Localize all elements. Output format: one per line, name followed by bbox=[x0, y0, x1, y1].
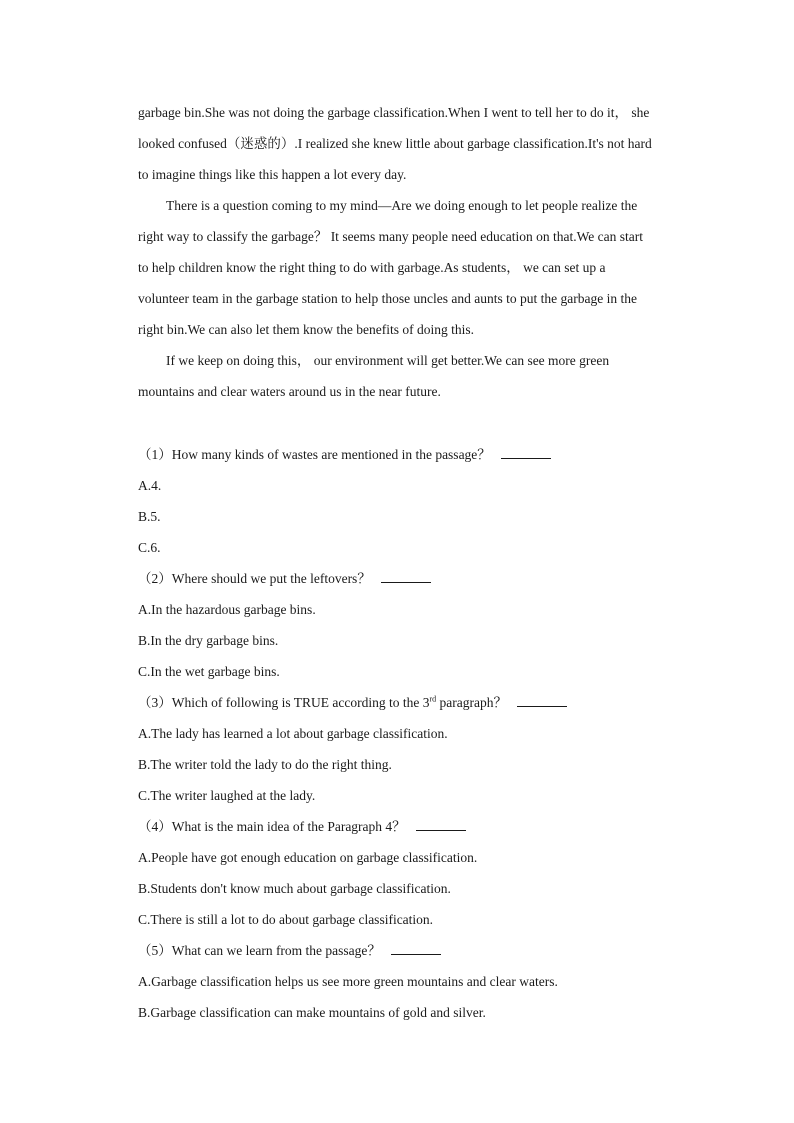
ordinal-superscript: rd bbox=[429, 694, 437, 704]
text-line: mountains and clear waters around us in the near future. bbox=[138, 384, 441, 399]
question-text-end: paragraph？ bbox=[436, 695, 507, 710]
answer-blank[interactable] bbox=[501, 446, 551, 459]
question-text: What can we learn from the passage？ bbox=[171, 943, 381, 958]
paragraph-3-continued bbox=[138, 97, 674, 190]
question-3 bbox=[138, 687, 674, 718]
question-text: How many kinds of wastes are mentioned in the passage？ bbox=[171, 447, 491, 462]
question-text: Which of following is TRUE according to the 3 bbox=[171, 695, 430, 710]
option-c: C.The writer laughed at the lady. bbox=[138, 788, 316, 803]
option-c: C.In the wet garbage bins. bbox=[138, 664, 280, 679]
option-b: B.In the dry garbage bins. bbox=[138, 633, 279, 648]
text-line: looked confused（迷惑的）.I realized she knew little about garbage classification.It's not hard bbox=[138, 136, 652, 151]
answer-blank[interactable] bbox=[381, 570, 431, 583]
option-a: A.Garbage classification helps us see more green mountains and clear waters. bbox=[138, 974, 558, 989]
paragraph-4 bbox=[138, 190, 674, 345]
option-a: A.The lady has learned a lot about garbage classification. bbox=[138, 726, 448, 741]
question-number: （1） bbox=[138, 447, 172, 462]
text-line: right bin.We can also let them know the benefits of doing this. bbox=[138, 322, 474, 337]
text-line: There is a question coming to my mind—Are we doing enough to let people realize the bbox=[166, 198, 638, 213]
text-line: If we keep on doing this， our environment will get better.We can see more green bbox=[166, 353, 610, 368]
option-c: C.6. bbox=[138, 540, 161, 555]
text-line: to imagine things like this happen a lot every day. bbox=[138, 167, 407, 182]
question-number: （3） bbox=[138, 695, 172, 710]
answer-blank[interactable] bbox=[416, 818, 466, 831]
answer-blank[interactable] bbox=[517, 694, 567, 707]
question-2 bbox=[138, 563, 674, 594]
question-4 bbox=[138, 811, 674, 842]
option-a: A.4. bbox=[138, 478, 162, 493]
answer-blank[interactable] bbox=[391, 942, 441, 955]
question-list bbox=[138, 439, 674, 1028]
option-b: B.The writer told the lady to do the right thing. bbox=[138, 757, 392, 772]
option-a: A.In the hazardous garbage bins. bbox=[138, 602, 316, 617]
question-1 bbox=[138, 439, 674, 470]
question-number: （4） bbox=[138, 819, 172, 834]
option-b: B.5. bbox=[138, 509, 161, 524]
option-a: A.People have got enough education on garbage classification. bbox=[138, 850, 478, 865]
question-number: （2） bbox=[138, 571, 172, 586]
spacer bbox=[138, 407, 674, 439]
text-line: volunteer team in the garbage station to help those uncles and aunts to put the garbage in the bbox=[138, 291, 637, 306]
text-line: garbage bin.She was not doing the garbage classification.When I went to tell her to do it， she bbox=[138, 105, 650, 120]
option-b: B.Garbage classification can make mountains of gold and silver. bbox=[138, 1005, 486, 1020]
question-text: Where should we put the leftovers？ bbox=[171, 571, 371, 586]
question-5 bbox=[138, 935, 674, 966]
text-line: right way to classify the garbage？ It seems many people need education on that.We can start bbox=[138, 229, 643, 244]
option-c: C.There is still a lot to do about garbage classification. bbox=[138, 912, 434, 927]
text-line: to help children know the right thing to do with garbage.As students， we can set up a bbox=[138, 260, 606, 275]
question-text: What is the main idea of the Paragraph 4？ bbox=[171, 819, 406, 834]
option-b: B.Students don't know much about garbage classification. bbox=[138, 881, 451, 896]
document-page bbox=[138, 97, 674, 1028]
paragraph-5 bbox=[138, 345, 674, 407]
question-number: （5） bbox=[138, 943, 172, 958]
